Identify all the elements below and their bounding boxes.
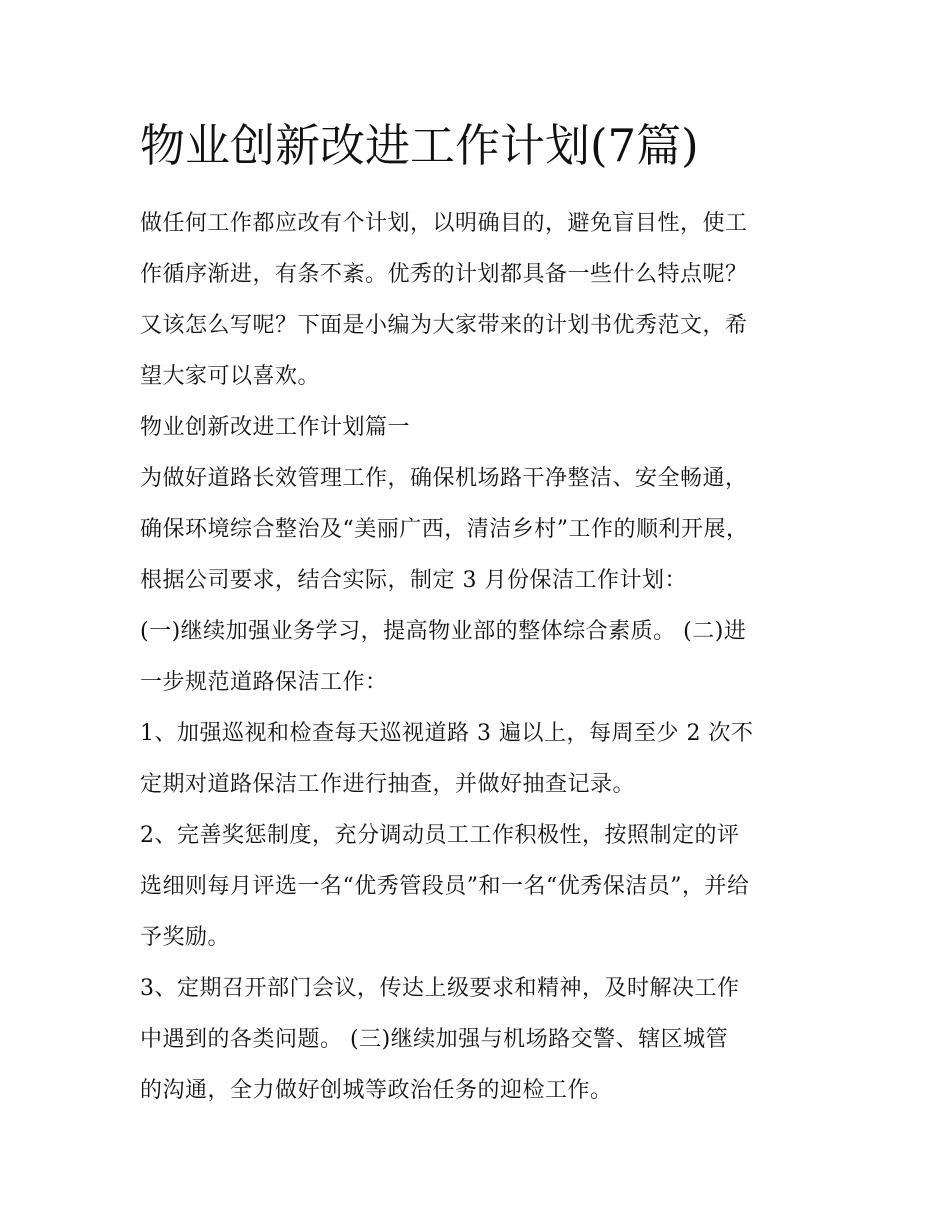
intro-paragraph [140,198,820,402]
list-item [140,810,820,963]
text-line: 为做好道路长效管理工作，确保机场路干净整洁、安全畅通， [140,466,748,491]
document-body [140,198,820,1116]
list-item [140,963,820,1116]
text-line: 中遇到的各类问题。 (三)继续加强与机场路交警、辖区城管 [140,1027,729,1052]
list-item [140,708,820,810]
text-line: 又该怎么写呢？下面是小编为大家带来的计划书优秀范文，希 [140,313,748,338]
text-line: 1、加强巡视和检查每天巡视道路 3 遍以上，每周至少 2 次不 [140,721,754,746]
text-line: 作循序渐进，有条不紊。优秀的计划都具备一些什么特点呢？ [140,262,748,287]
text-line: 2、完善奖惩制度，充分调动员工工作积极性，按照制定的评 [140,823,740,848]
text-line: 定期对道路保洁工作进行抽查，并做好抽查记录。 [140,772,636,797]
document-title: 物业创新改进工作计划(7篇) [140,119,699,172]
text-line: 望大家可以喜欢。 [140,364,321,389]
text-line: 予奖励。 [140,925,231,950]
text-line: 做任何工作都应改有个计划，以明确目的，避免盲目性，使工 [140,211,748,236]
text-line: 选细则每月评选一名“优秀管段员”和一名“优秀保洁员”，并给 [140,874,750,899]
text-line: (一)继续加强业务学习，提高物业部的整体综合素质。 (二)进 [140,619,747,644]
text-line: 物业创新改进工作计划篇一 [140,415,411,440]
text-line: 一步规范道路保洁工作： [140,670,388,695]
paragraph [140,453,820,606]
text-line: 确保环境综合整治及“美丽广西，清洁乡村”工作的顺利开展， [140,517,749,542]
text-line: 3、定期召开部门会议，传达上级要求和精神，及时解决工作 [140,976,740,1001]
paragraph [140,606,820,708]
section-heading [140,402,820,453]
text-line: 的沟通，全力做好创城等政治任务的迎检工作。 [140,1078,613,1103]
text-line: 根据公司要求，结合实际，制定 3 月份保洁工作计划： [140,568,687,593]
